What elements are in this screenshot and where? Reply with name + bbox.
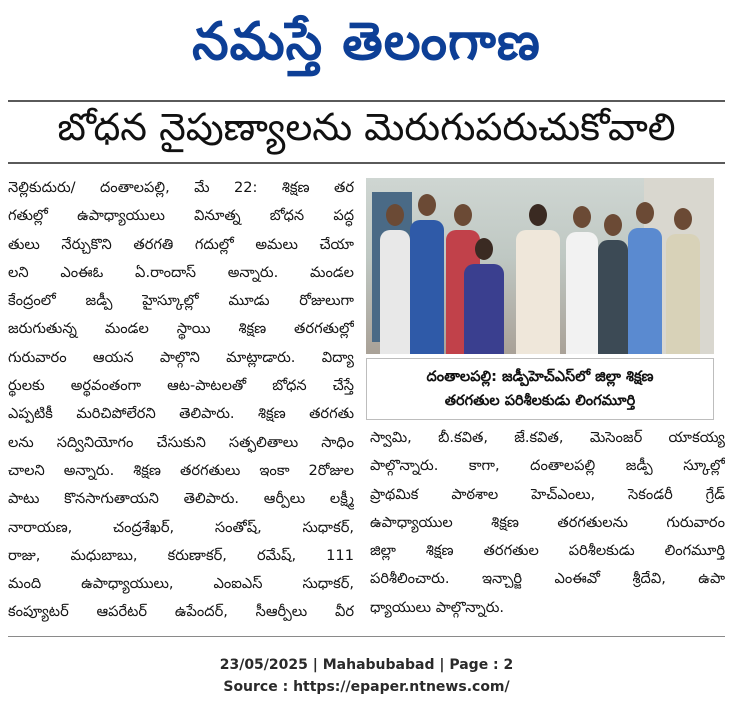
article-line: జరుగుతున్న మండల స్థాయి శిక్షణ తరగతుల్లో xyxy=(8,320,354,338)
article-line: ఉపాధ్యాయుల శిక్షణ తరగతులను గురువారం xyxy=(370,513,725,531)
news-photo xyxy=(366,178,714,354)
article-line: పరిశీలించారు. ఇన్చార్జి ఎంఈవో శ్రీదేవి, ఉపా xyxy=(370,570,725,588)
footer-date-edition: 23/05/2025 | Mahabubabad | Page : 2 xyxy=(219,657,514,673)
article-line: చాలని అన్నారు. శిక్షణ తరగతులు ఇంకా 2రోజుల xyxy=(8,461,354,479)
headline: బోధన నైపుణ్యాలను మెరుగుపరుచుకోవాలి xyxy=(57,105,676,149)
article-left-column xyxy=(8,174,354,627)
photo-person xyxy=(516,204,560,354)
bottom-divider xyxy=(8,636,725,637)
footer xyxy=(0,654,733,698)
newspaper-title: నమస్తే తెలంగాణ xyxy=(192,11,541,72)
article-line: నెల్లికుదురు/ దంతాలపల్లి, మే 22: శిక్షణ తర xyxy=(8,179,354,196)
footer-source-link[interactable]: Source : https://epaper.ntnews.com/ xyxy=(223,679,510,695)
article-line: గురువారం ఆయన పాల్గొని మాట్లాడారు. విద్యా xyxy=(8,348,354,366)
article-line: ఎప్పటికీ మరిచిపోలేరని తెలిపారు. శిక్షణ తరగతు xyxy=(8,405,354,423)
article xyxy=(8,168,725,632)
photo-person xyxy=(380,204,410,354)
masthead xyxy=(0,0,733,96)
article-line: గతుల్లో ఉపాధ్యాయులు వినూత్న బోధన పద్ధ xyxy=(8,207,354,225)
article-line: మంది ఉపాధ్యాయులు, ఎంఐఎస్ సుధాకర్, xyxy=(8,575,354,593)
photo-person xyxy=(598,214,628,354)
article-line: నారాయణ, చంద్రశేఖర్, సంతోష్, సుధాకర్, xyxy=(8,518,354,536)
photo-person xyxy=(566,206,598,354)
article-line: తులు నేర్చుకొని తరగతి గదుల్లో అమలు చేయా xyxy=(8,235,354,253)
headline-bar xyxy=(8,100,725,164)
article-line: పాటు కొనసాగుతాయని తెలిపారు. ఆర్పీలు లక్ష్మీ xyxy=(8,490,354,508)
article-line: జిల్లా శిక్షణ తరగతుల పరిశీలకుడు లింగమూర్తి xyxy=(370,542,725,560)
article-line: స్వామి, బీ.కవిత, జే.కవిత, మెసెంజర్ యాకయ్య xyxy=(370,429,725,446)
photo-caption-line: తరగతుల పరిశీలకుడు లింగమూర్తి xyxy=(444,393,636,409)
article-line: కేంద్రంలో జడ్పీ హైస్కూల్లో మూడు రోజులుగా xyxy=(8,292,354,310)
article-line: కంప్యూటర్ ఆపరేటర్ ఉపేందర్, సీఆర్పీలు వీర xyxy=(8,603,354,621)
photo-person xyxy=(666,208,700,354)
article-right-column xyxy=(370,424,725,622)
article-line: రాజు, మధుబాబు, కరుణాకర్, రమేష్, 111 xyxy=(8,546,354,564)
article-line: లని ఎంఈఓ ఏ.రాందాస్ అన్నారు. మండల xyxy=(8,263,354,281)
article-line: లను సద్వినియోగం చేసుకుని సత్ఫలితాలు సాధిం xyxy=(8,433,354,451)
photo-person xyxy=(464,238,504,354)
photo-caption xyxy=(366,358,714,420)
article-line: ప్రాథమిక పాఠశాల హెచ్ఎంలు, సెకండరీ గ్రేడ్ xyxy=(370,485,725,503)
photo-person xyxy=(410,194,444,354)
article-line: ర్థులకు అర్థవంతంగా ఆట-పాటలతో బోధన చేస్తే xyxy=(8,377,354,395)
photo-caption-line: దంతాలపల్లి: జడ్పీహెచ్ఎస్‌లో జిల్లా శిక్షణ xyxy=(426,369,654,385)
article-line: ధ్యాయులు పాల్గొన్నారు. xyxy=(370,598,505,616)
article-line: పాల్గొన్నారు. కాగా, దంతాలపల్లి జడ్పీ స్కూల్లో xyxy=(370,457,725,475)
photo-person xyxy=(628,202,662,354)
